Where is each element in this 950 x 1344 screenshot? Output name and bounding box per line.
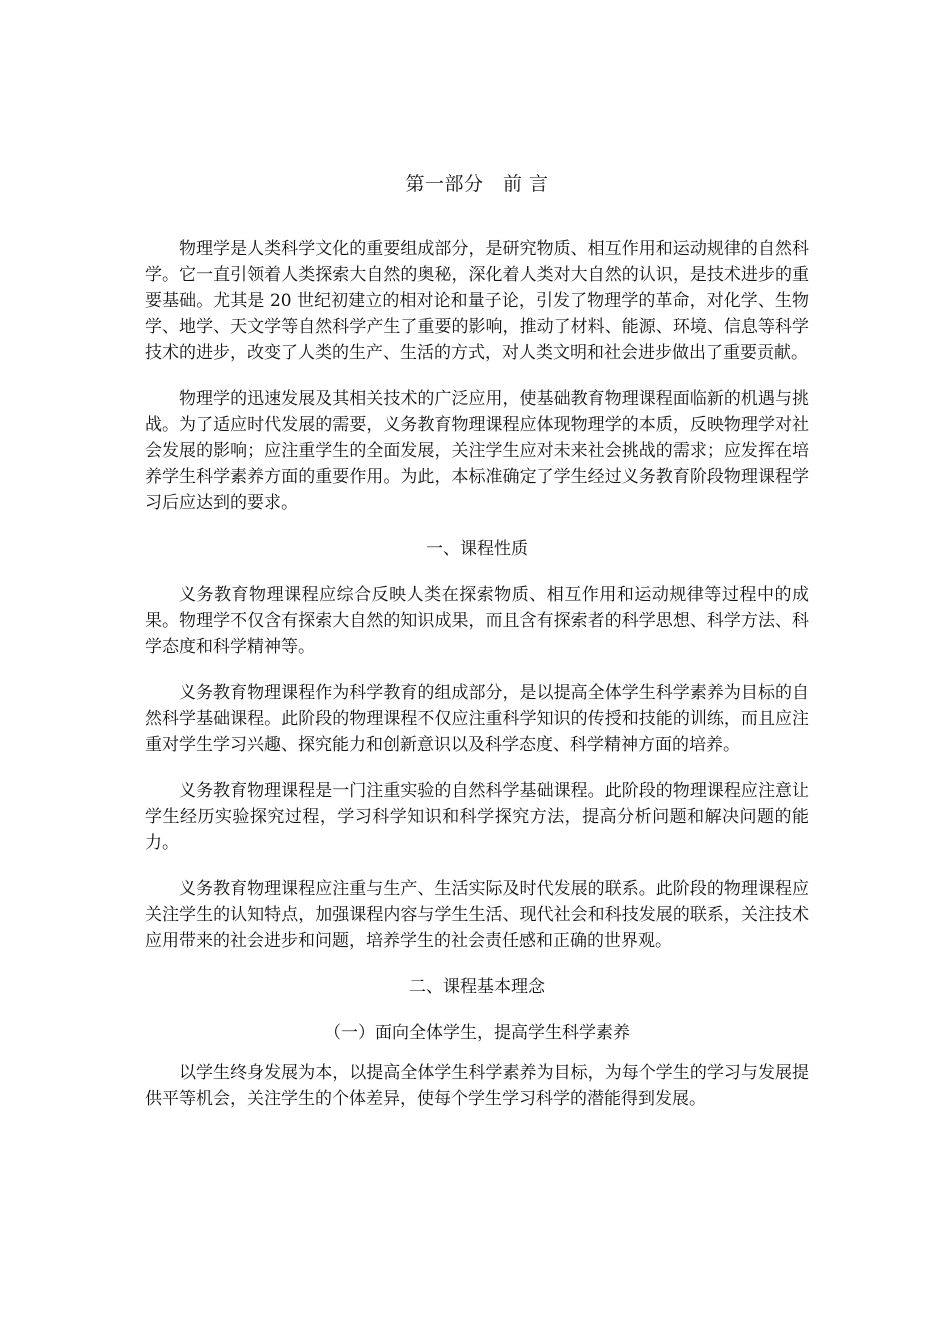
basic-concepts-paragraph-1: 以学生终身发展为本，以提高全体学生科学素养为目标，为每个学生的学习与发展提供平等机会，关注学生的个体差异，使每个学生学习科学的潜能得到发展。: [145, 1063, 809, 1109]
course-nature-paragraph-1: 义务教育物理课程应综合反映人类在探索物质、相互作用和运动规律等过程中的成果。物理学不仅含有探索大自然的知识成果，而且含有探索者的科学思想、科学方法、科学态度和科学精神等。: [145, 585, 809, 657]
page-title: 第一部分 前 言: [405, 173, 549, 195]
document-body: [145, 170, 809, 1132]
course-nature-paragraph-2: 义务教育物理课程作为科学教育的组成部分，是以提高全体学生科学素养为目标的自然科学基础课程。此阶段的物理课程不仅应注重科学知识的传授和技能的训练，而且应注重对学生学习兴趣、探究能力和创新意识以及科学态度、科学精神方面的培养。: [145, 683, 809, 755]
subsection-heading-all-students: （一）面向全体学生，提高学生科学素养: [324, 1023, 630, 1043]
intro-paragraph-1: 物理学是人类科学文化的重要组成部分，是研究物质、相互作用和运动规律的自然科学。它一直引领着人类探索大自然的奥秘，深化着人类对大自然的认识，是技术进步的重要基础。尤其是 20 世纪初建立的相对论和量子论，引发了物理学的革命，对化学、生物学、地学、天文学等自然科学产生了重要的影响，推动了材料、能源、环境、信息等科学技术的进步，改变了人类的生产、生活的方式，对人类文明和社会进步做出了重要贡献。: [145, 239, 809, 363]
section-heading-basic-concepts: 二、课程基本理念: [409, 977, 545, 997]
intro-paragraph-2: 物理学的迅速发展及其相关技术的广泛应用，使基础教育物理课程面临新的机遇与挑战。为了适应时代发展的需要，义务教育物理课程应体现物理学的本质，反映物理学对社会发展的影响；应注重学生的全面发展，关注学生应对未来社会挑战的需求；应发挥在培养学生科学素养方面的重要作用。为此，本标准确定了学生经过义务教育阶段物理课程学习后应达到的要求。: [145, 389, 809, 513]
course-nature-paragraph-4: 义务教育物理课程应注重与生产、生活实际及时代发展的联系。此阶段的物理课程应关注学生的认知特点，加强课程内容与学生生活、现代社会和科技发展的联系，关注技术应用带来的社会进步和问题，培养学生的社会责任感和正确的世界观。: [145, 879, 809, 951]
course-nature-paragraph-3: 义务教育物理课程是一门注重实验的自然科学基础课程。此阶段的物理课程应注意让学生经历实验探究过程，学习科学知识和科学探究方法，提高分析问题和解决问题的能力。: [145, 781, 809, 853]
section-heading-course-nature: 一、课程性质: [426, 539, 528, 559]
